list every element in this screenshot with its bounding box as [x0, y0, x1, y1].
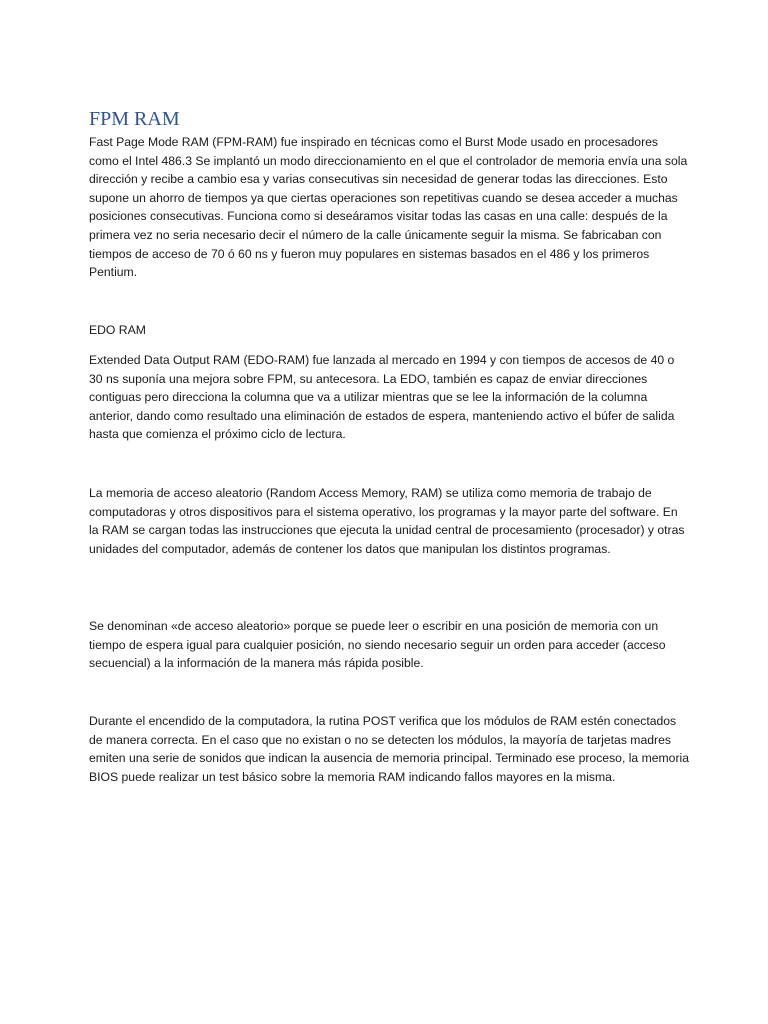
paragraph-random-access: Se denominan «de acceso aleatorio» porque se puede leer o escribir en una posición de memoria con un tiempo de espera igual para cualquier posición, no siendo necesario seguir un orden para acceder (acceso secuencial) a la información de la manera más rápida posible.: [89, 619, 666, 671]
paragraph-ram-definition: La memoria de acceso aleatorio (Random Access Memory, RAM) se utiliza como memoria de trabajo de computadoras y otros dispositivos para el sistema operativo, los programas y la mayor parte del software. En la RAM se cargan todas las instrucciones que ejecuta la unidad central de procesamiento (procesador) y otras unidades del computador, además de contener los datos que manipulan los distintos programas.: [89, 486, 685, 556]
heading-fpm-ram: FPM RAM: [89, 108, 180, 130]
paragraph-fpm-ram: Fast Page Mode RAM (FPM-RAM) fue inspirado en técnicas como el Burst Mode usado en procesadores como el Intel 486.3 Se implantó un modo direccionamiento en el que el controlador de memoria envía una sola dirección y recibe a cambio esa y varias consecutivas sin necesidad de generar todas las direcciones. Esto supone un ahorro de tiempos ya que ciertas operaciones son repetitivas cuando se desea acceder a muchas posiciones consecutivas. Funciona como si deseáramos visitar todas las casas en una calle: después de la primera vez no seria necesario decir el número de la calle únicamente seguir la misma. Se fabricaban con tiempos de acceso de 70 ó 60 ns y fueron muy populares en sistemas basados en el 486 y los primeros Pentium.: [89, 135, 688, 280]
paragraph-post-check: Durante el encendido de la computadora, la rutina POST verifica que los módulos de RAM estén conectados de manera correcta. En el caso que no existan o no se detecten los módulos, la mayoría de tarjetas madres emiten una serie de sonidos que indican la ausencia de memoria principal. Terminado ese proceso, la memoria BIOS puede realizar un test básico sobre la memoria RAM indicando fallos mayores en la misma.: [89, 714, 690, 784]
paragraph-edo-ram: Extended Data Output RAM (EDO-RAM) fue lanzada al mercado en 1994 y con tiempos de accesos de 40 o 30 ns suponía una mejora sobre FPM, su antecesora. La EDO, también es capaz de enviar direcciones contiguas pero direcciona la columna que va a utilizar mientras que se lee la información de la columna anterior, dando como resultado una eliminación de estados de espera, manteniendo activo el búfer de salida hasta que comienza el próximo ciclo de lectura.: [89, 353, 675, 442]
subheading-edo-ram: EDO RAM: [89, 323, 146, 337]
